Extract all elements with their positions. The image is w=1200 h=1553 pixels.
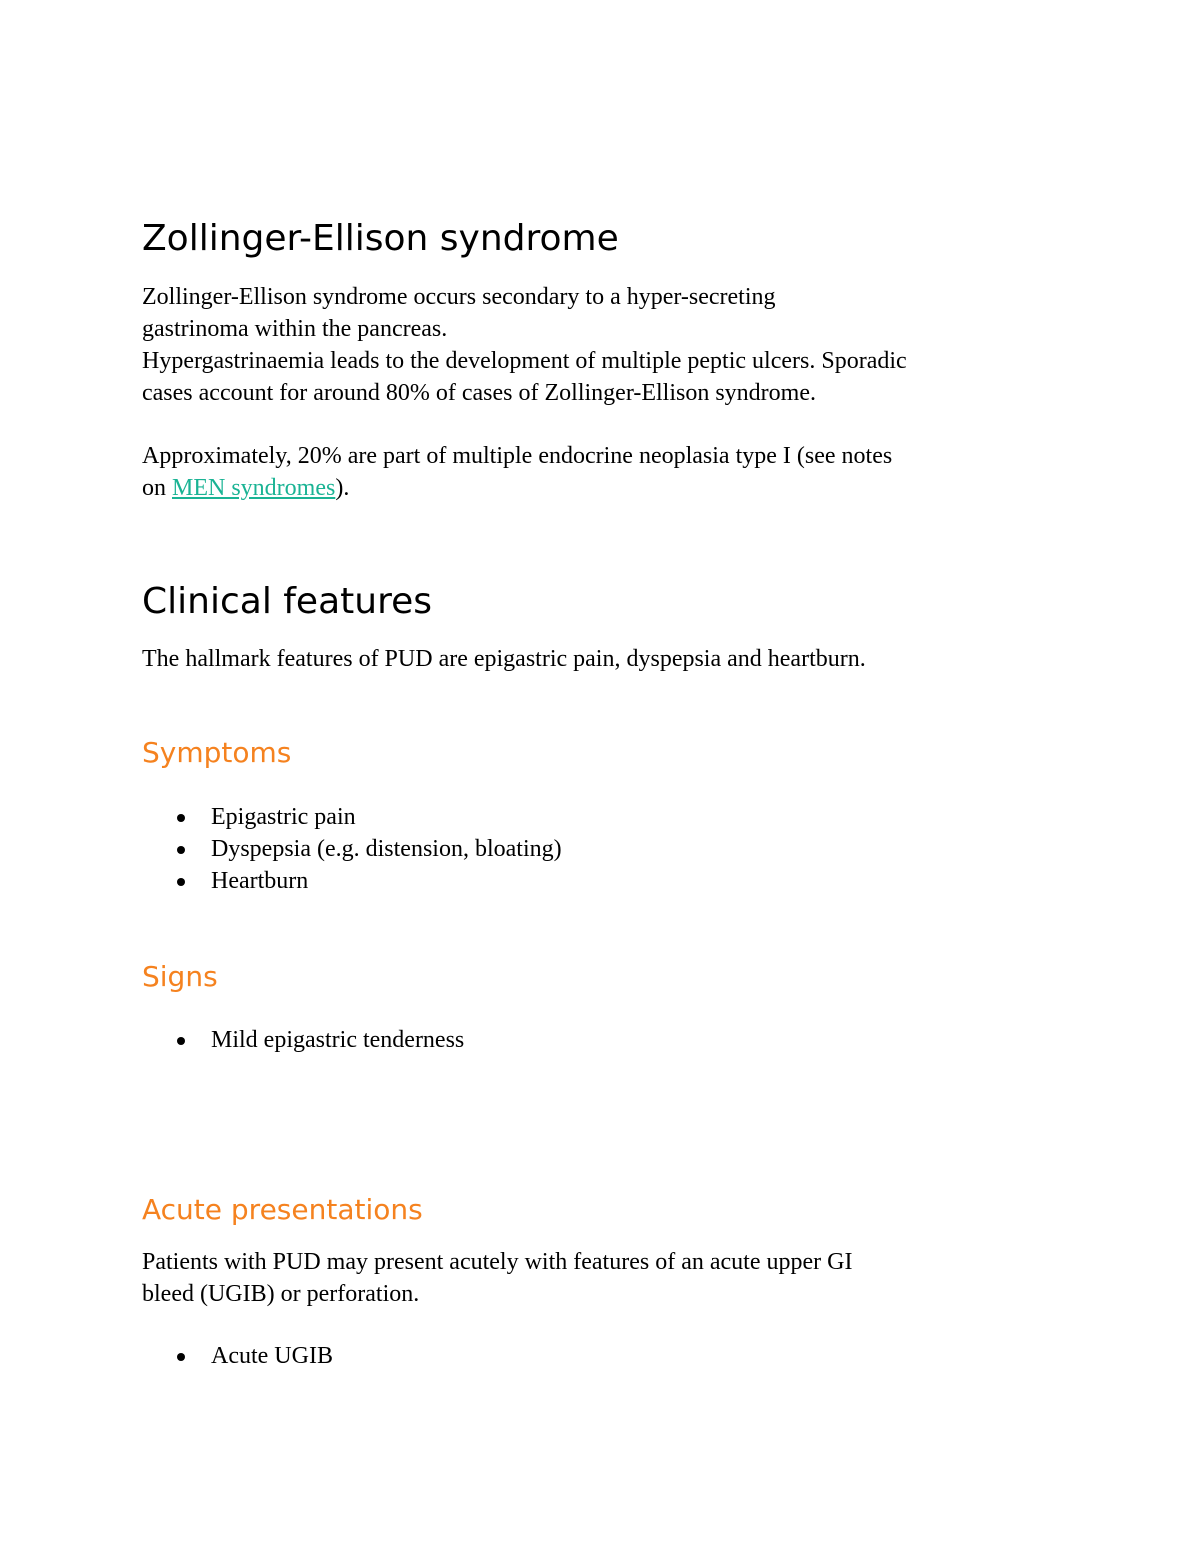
bullet-icon	[177, 814, 185, 822]
heading-signs: Signs	[142, 960, 218, 993]
list-item-symptom	[142, 865, 1042, 897]
bullet-icon	[177, 878, 185, 886]
zes-men-paragraph-line-2	[142, 472, 349, 504]
heading-acute-presentations: Acute presentations	[142, 1193, 423, 1226]
list-item-text: Heartburn	[211, 868, 309, 894]
list-item-sign	[142, 1024, 1042, 1056]
list-item-text: Dyspepsia (e.g. distension, bloating)	[211, 836, 562, 862]
acute-paragraph-line-2: bleed (UGIB) or perforation.	[142, 1281, 420, 1307]
zes-paragraph-line-3: Hypergastrinaemia leads to the development of multiple peptic ulcers. Sporadic	[142, 348, 907, 374]
list-item-acute	[142, 1340, 1042, 1372]
bullet-icon	[177, 1353, 185, 1361]
list-item-text: Epigastric pain	[211, 804, 356, 830]
bullet-icon	[177, 1037, 185, 1045]
list-item-text: Mild epigastric tenderness	[211, 1027, 465, 1053]
men-suffix-text: ).	[335, 475, 350, 501]
clinical-features-paragraph: The hallmark features of PUD are epigastric pain, dyspepsia and heartburn.	[142, 646, 866, 672]
men-prefix-text: on	[142, 475, 172, 501]
list-item-text: Acute UGIB	[211, 1343, 333, 1369]
zes-paragraph-line-4: cases account for around 80% of cases of Zollinger-Ellison syndrome.	[142, 380, 816, 406]
zes-paragraph-line-2: gastrinoma within the pancreas.	[142, 316, 448, 342]
acute-paragraph-line-1: Patients with PUD may present acutely with features of an acute upper GI	[142, 1249, 853, 1275]
zes-men-paragraph-line-1: Approximately, 20% are part of multiple endocrine neoplasia type I (see notes	[142, 443, 893, 469]
list-item-symptom	[142, 833, 1042, 865]
bullet-icon	[177, 846, 185, 854]
heading-zollinger-ellison: Zollinger-Ellison syndrome	[142, 218, 619, 259]
list-item-symptom	[142, 801, 1042, 833]
heading-symptoms: Symptoms	[142, 736, 292, 769]
heading-clinical-features: Clinical features	[142, 581, 432, 622]
men-syndromes-link[interactable]: MEN syndromes	[172, 475, 336, 501]
zes-paragraph-line-1: Zollinger-Ellison syndrome occurs secondary to a hyper-secreting	[142, 284, 776, 310]
